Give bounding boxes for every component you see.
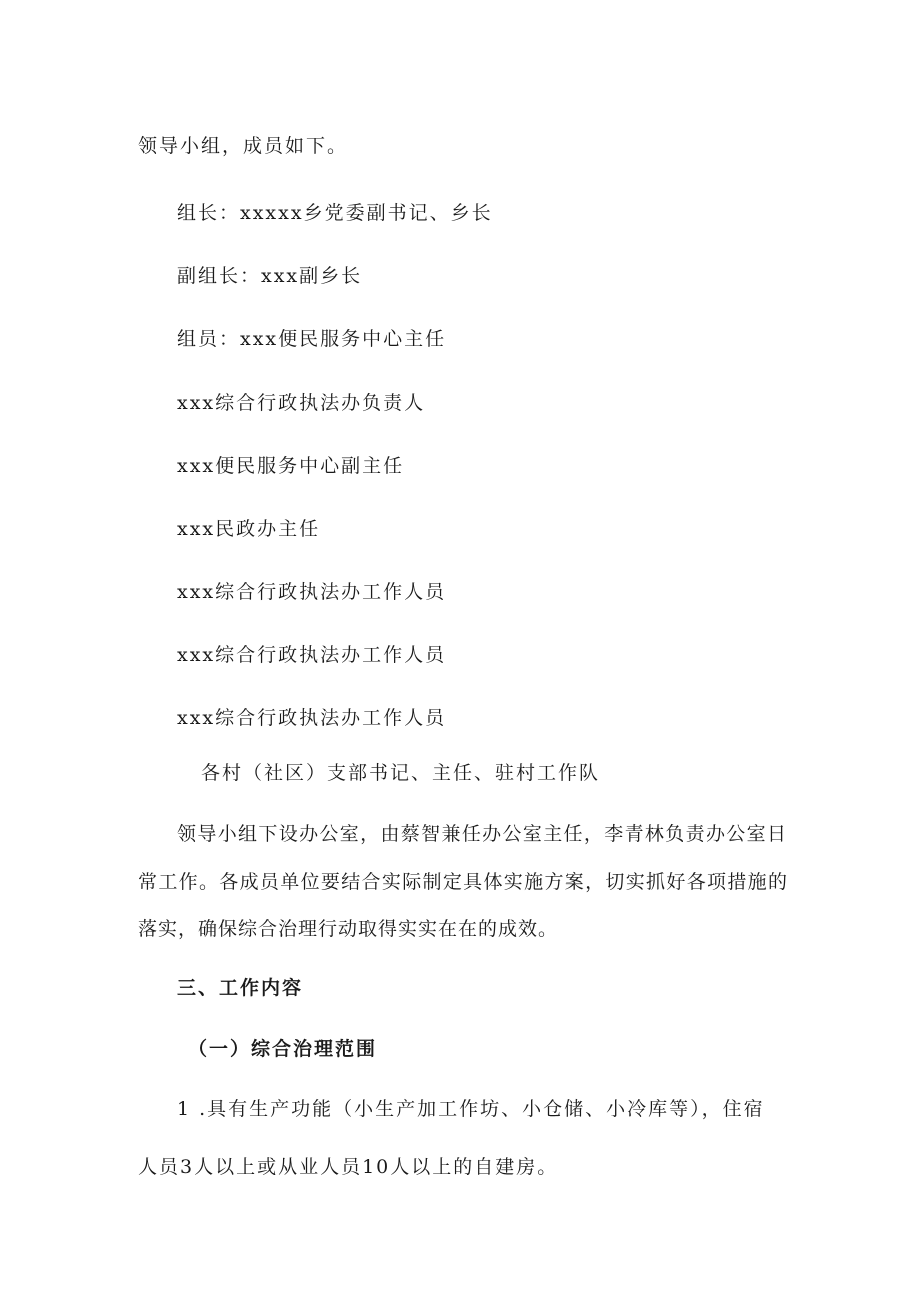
member-line: xxx综合行政执法办工作人员	[177, 707, 447, 729]
member-line: xxx综合行政执法办工作人员	[177, 644, 447, 666]
group-leader-line: 组长：xxxxx乡党委副书记、乡长	[177, 202, 493, 224]
paragraph-line: 落实，确保综合治理行动取得实实在在的成效。	[138, 918, 559, 940]
member-line: xxx民政办主任	[177, 518, 321, 540]
member-line: 各村（社区）支部书记、主任、驻村工作队	[201, 762, 601, 784]
paragraph-line: 常工作。各成员单位要结合实际制定具体实施方案，切实抓好各项措施的	[138, 871, 788, 893]
paragraph-line: 1 .具有生产功能（小生产加工作坊、小仓储、小冷库等），住宿	[177, 1098, 765, 1120]
member-line: xxx便民服务中心副主任	[177, 455, 405, 477]
subsection-heading: （一）综合治理范围	[188, 1038, 378, 1060]
paragraph-line: 人员3人以上或从业人员10人以上的自建房。	[138, 1156, 559, 1178]
deputy-leader-line: 副组长：xxx副乡长	[177, 265, 363, 287]
paragraph-line: 领导小组下设办公室，由蔡智兼任办公室主任，李青林负责办公室日	[177, 823, 787, 845]
section-heading: 三、工作内容	[177, 977, 304, 999]
paragraph-line: 领导小组，成员如下。	[138, 135, 349, 157]
member-line: 组员：xxx便民服务中心主任	[177, 328, 447, 350]
member-line: xxx综合行政执法办负责人	[177, 392, 426, 414]
member-line: xxx综合行政执法办工作人员	[177, 581, 447, 603]
